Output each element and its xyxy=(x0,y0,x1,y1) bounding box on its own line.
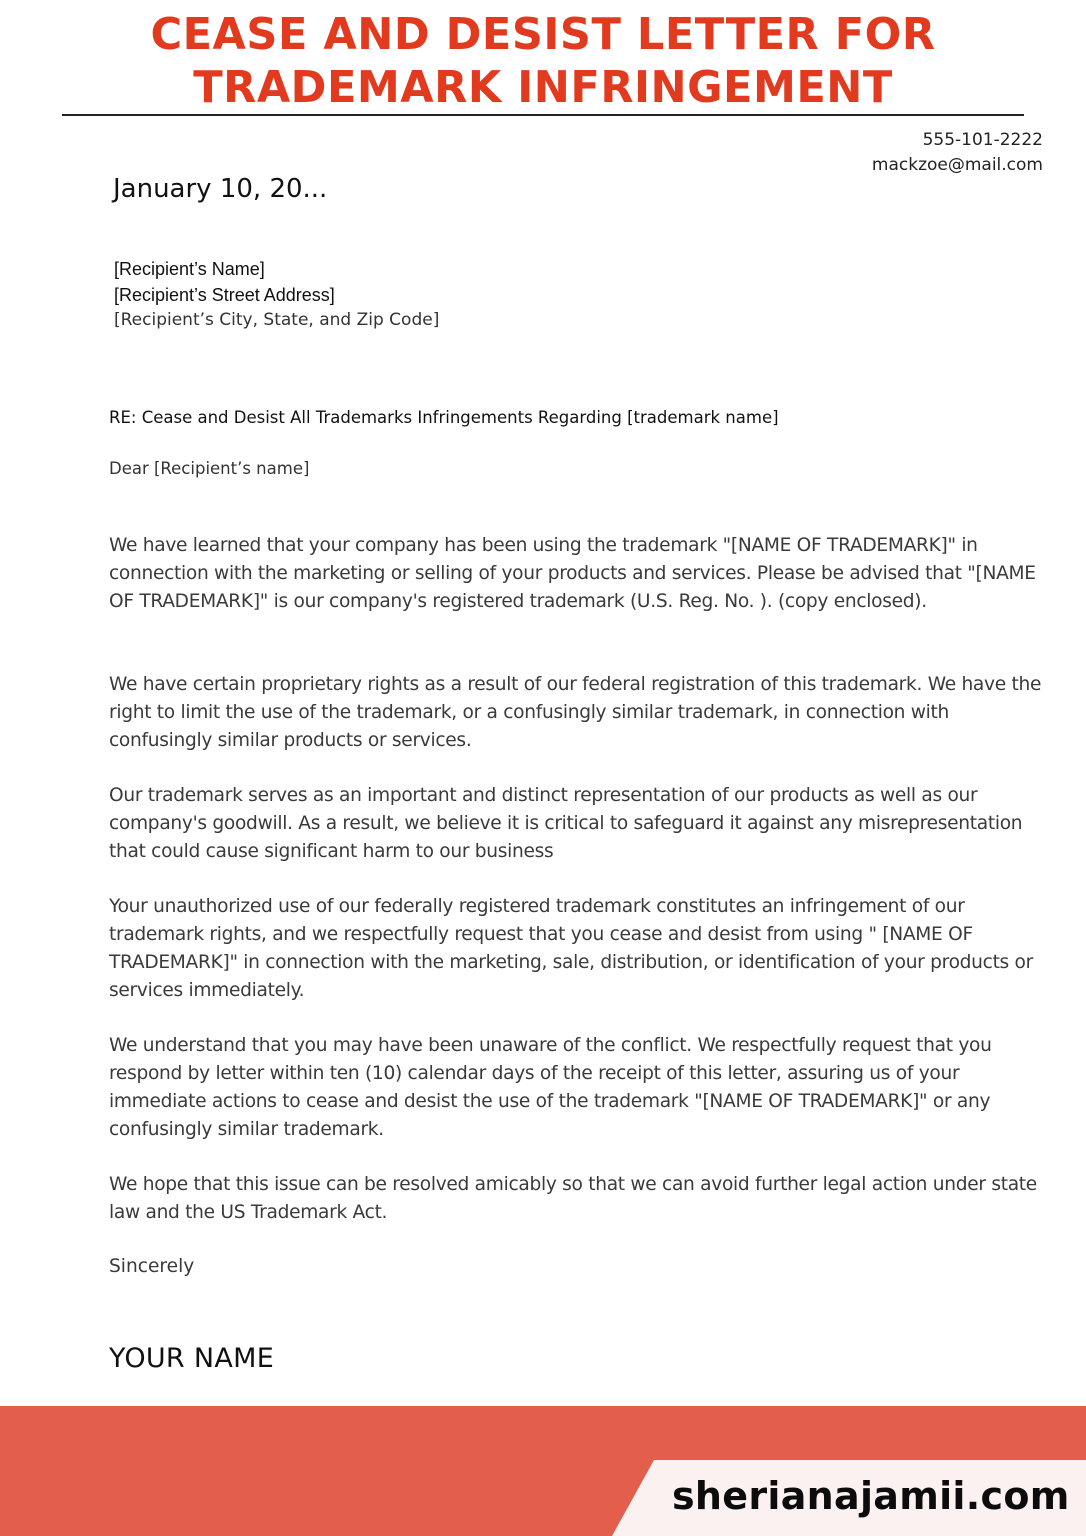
recipient-name: [Recipient’s Name] xyxy=(114,259,265,279)
document-title xyxy=(11,8,1075,114)
recipient-street: [Recipient’s Street Address] xyxy=(114,284,335,305)
salutation: Dear [Recipient’s name] xyxy=(109,459,310,478)
subject-line: RE: Cease and Desist All Trademarks Infringements Regarding [trademark name] xyxy=(109,408,779,427)
sender-contact xyxy=(872,128,1043,178)
body-paragraph: We have certain proprietary rights as a result of our federal registration of this trademark. We have the right to limit the use of the trademark, or a confusingly similar trademark, in connection with confusingly similar products or services. xyxy=(109,674,1042,751)
footer-website: sherianajamii.com xyxy=(672,1474,1070,1518)
body-paragraph: We have learned that your company has been using the trademark "[NAME OF TRADEMARK]" in connection with the marketing or selling of your products and services. Please be advised that "[NAME OF TRADEMARK]" is our company's registered trademark (U.S. Reg. No. ). (copy enclosed). xyxy=(109,535,1036,612)
signature-name: YOUR NAME xyxy=(109,1343,275,1374)
recipient-city-state-zip: [Recipient’s City, State, and Zip Code] xyxy=(114,310,440,330)
sender-email: mackzoe@mail.com xyxy=(871,155,1043,175)
letter-date: January 10, 20... xyxy=(113,174,328,204)
recipient-address xyxy=(114,257,439,334)
body-paragraph: Our trademark serves as an important and distinct representation of our products as well as our company's goodwill. As a result, we believe it is critical to safeguard it against any misrepresentation that could cause significant harm to our business xyxy=(109,785,1023,862)
body-paragraph: We hope that this issue can be resolved amicably so that we can avoid further legal action under state law and the US Trademark Act. xyxy=(109,1174,1037,1223)
title-divider xyxy=(62,114,1024,116)
title-line-1: CEASE AND DESIST LETTER FOR xyxy=(150,9,936,60)
sender-phone: 555-101-2222 xyxy=(922,130,1043,150)
closing: Sincerely xyxy=(109,1256,195,1277)
body-paragraph: Your unauthorized use of our federally registered trademark constitutes an infringement of our trademark rights, and we respectfully request that you cease and desist from using " [NAME OF TRADEMARK]" in connection with the marketing, sale, distribution, or identification of your products or services immediately. xyxy=(109,896,1033,1001)
title-line-2: TRADEMARK INFRINGEMENT xyxy=(193,62,893,113)
body-paragraph: We understand that you may have been unaware of the conflict. We respectfully request that you respond by letter within ten (10) calendar days of the receipt of this letter, assuring us of your immediate actions to cease and desist the use of the trademark "[NAME OF TRADEMARK]" or any confusingly similar trademark. xyxy=(109,1035,992,1140)
